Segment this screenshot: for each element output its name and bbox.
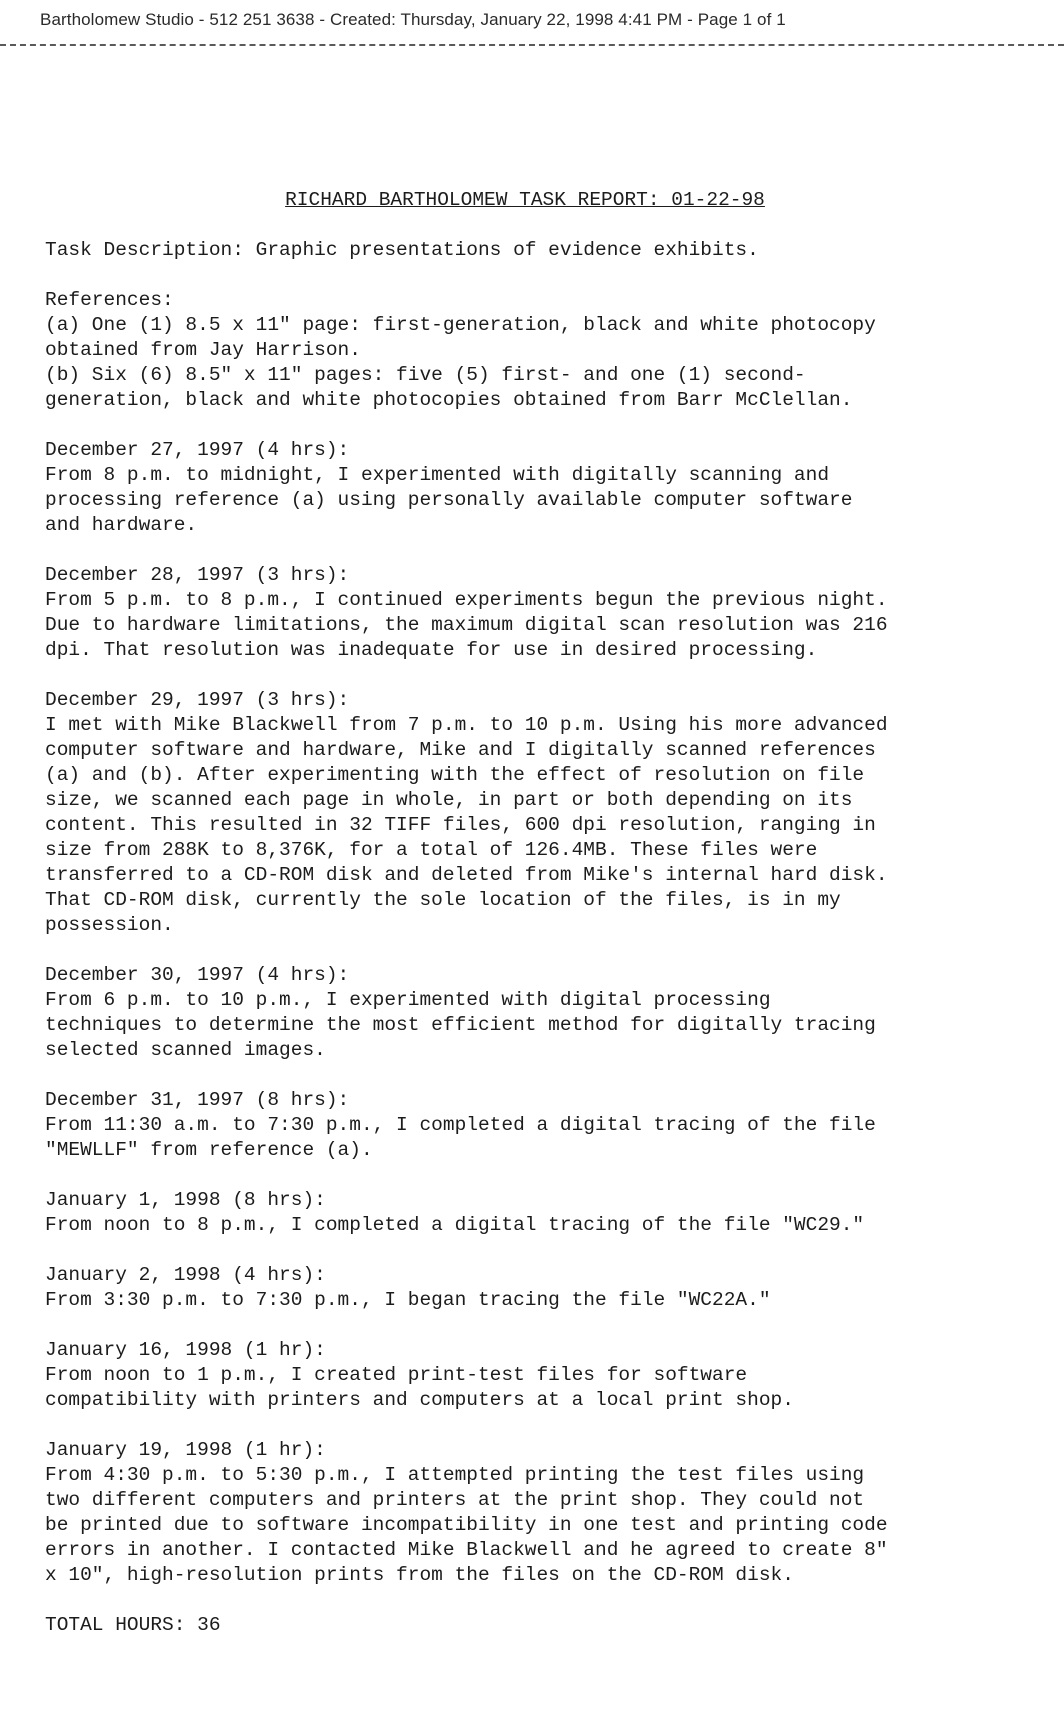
entry-date-heading: January 19, 1998 (1 hr): (45, 1439, 326, 1461)
references-heading: References: (45, 289, 174, 311)
entry-text-line: From 5 p.m. to 8 p.m., I continued experiments begun the previous night. (45, 589, 888, 611)
entry-text-line: selected scanned images. (45, 1039, 326, 1061)
entry-text-line: be printed due to software incompatibility in one test and printing code (45, 1514, 888, 1536)
task-entry (45, 963, 1045, 1063)
entry-text-line: From 8 p.m. to midnight, I experimented with digitally scanning and (45, 464, 830, 486)
entry-text-line: size from 288K to 8,376K, for a total of 126.4MB. These files were (45, 839, 818, 861)
entry-text-line: size, we scanned each page in whole, in part or both depending on its (45, 789, 853, 811)
task-description-block (45, 238, 1045, 263)
entry-text-line: errors in another. I contacted Mike Blackwell and he agreed to create 8" (45, 1539, 888, 1561)
entry-text-line: That CD-ROM disk, currently the sole location of the files, is in my (45, 889, 841, 911)
entry-date-heading: January 1, 1998 (8 hrs): (45, 1189, 326, 1211)
task-entry (45, 1338, 1045, 1413)
entry-text-line: From 4:30 p.m. to 5:30 p.m., I attempted printing the test files using (45, 1464, 865, 1486)
entry-text-line: processing reference (a) using personally available computer software (45, 489, 853, 511)
entry-date-heading: January 2, 1998 (4 hrs): (45, 1264, 326, 1286)
task-entry (45, 1088, 1045, 1163)
entry-date-heading: December 28, 1997 (3 hrs): (45, 564, 350, 586)
reference-line: obtained from Jay Harrison. (45, 339, 361, 361)
task-report-document (45, 188, 1045, 1638)
entry-text-line: From noon to 8 p.m., I completed a digital tracing of the file "WC29." (45, 1214, 865, 1236)
report-title: RICHARD BARTHOLOMEW TASK REPORT: 01-22-98 (285, 189, 765, 211)
entry-text-line: From noon to 1 p.m., I created print-test files for software (45, 1364, 748, 1386)
entry-date-heading: December 30, 1997 (4 hrs): (45, 964, 350, 986)
task-entry (45, 1188, 1045, 1238)
entry-date-heading: December 27, 1997 (4 hrs): (45, 439, 350, 461)
reference-line: (a) One (1) 8.5 x 11" page: first-generation, black and white photocopy (45, 314, 876, 336)
entry-date-heading: January 16, 1998 (1 hr): (45, 1339, 326, 1361)
entry-text-line: possession. (45, 914, 174, 936)
entry-text-line: (a) and (b). After experimenting with the effect of resolution on file (45, 764, 865, 786)
entry-text-line: computer software and hardware, Mike and I digitally scanned references (45, 739, 876, 761)
entry-text-line: I met with Mike Blackwell from 7 p.m. to 10 p.m. Using his more advanced (45, 714, 888, 736)
entry-text-line: Due to hardware limitations, the maximum digital scan resolution was 216 (45, 614, 888, 636)
reference-line: (b) Six (6) 8.5" x 11" pages: five (5) first- and one (1) second- (45, 364, 806, 386)
entry-text-line: dpi. That resolution was inadequate for use in desired processing. (45, 639, 818, 661)
total-hours: TOTAL HOURS: 36 (45, 1614, 221, 1636)
entry-text-line: content. This resulted in 32 TIFF files, 600 dpi resolution, ranging in (45, 814, 876, 836)
entry-text-line: From 3:30 p.m. to 7:30 p.m., I began tracing the file "WC22A." (45, 1289, 771, 1311)
entry-text-line: "MEWLLF" from reference (a). (45, 1139, 373, 1161)
entry-text-line: From 11:30 a.m. to 7:30 p.m., I completed a digital tracing of the file (45, 1114, 876, 1136)
fax-header-line: Bartholomew Studio - 512 251 3638 - Created: Thursday, January 22, 1998 4:41 PM - Page 1 of 1 (40, 10, 786, 29)
reference-line: generation, black and white photocopies obtained from Barr McClellan. (45, 389, 853, 411)
entry-date-heading: December 29, 1997 (3 hrs): (45, 689, 350, 711)
entry-date-heading: December 31, 1997 (8 hrs): (45, 1089, 350, 1111)
references-block (45, 288, 1045, 413)
entry-text-line: compatibility with printers and computers at a local print shop. (45, 1389, 794, 1411)
task-entry (45, 1263, 1045, 1313)
entry-text-line: two different computers and printers at the print shop. They could not (45, 1489, 865, 1511)
dashed-divider (0, 44, 1064, 46)
entry-text-line: From 6 p.m. to 10 p.m., I experimented with digital processing (45, 989, 771, 1011)
task-entry (45, 1438, 1045, 1588)
task-description: Task Description: Graphic presentations of evidence exhibits. (45, 239, 759, 261)
task-entries (45, 438, 1045, 1588)
entry-text-line: and hardware. (45, 514, 198, 536)
entry-text-line: x 10", high-resolution prints from the files on the CD-ROM disk. (45, 1564, 794, 1586)
task-entry (45, 688, 1045, 938)
entry-text-line: techniques to determine the most efficient method for digitally tracing (45, 1014, 876, 1036)
entry-text-line: transferred to a CD-ROM disk and deleted from Mike's internal hard disk. (45, 864, 888, 886)
task-entry (45, 438, 1045, 538)
task-entry (45, 563, 1045, 663)
